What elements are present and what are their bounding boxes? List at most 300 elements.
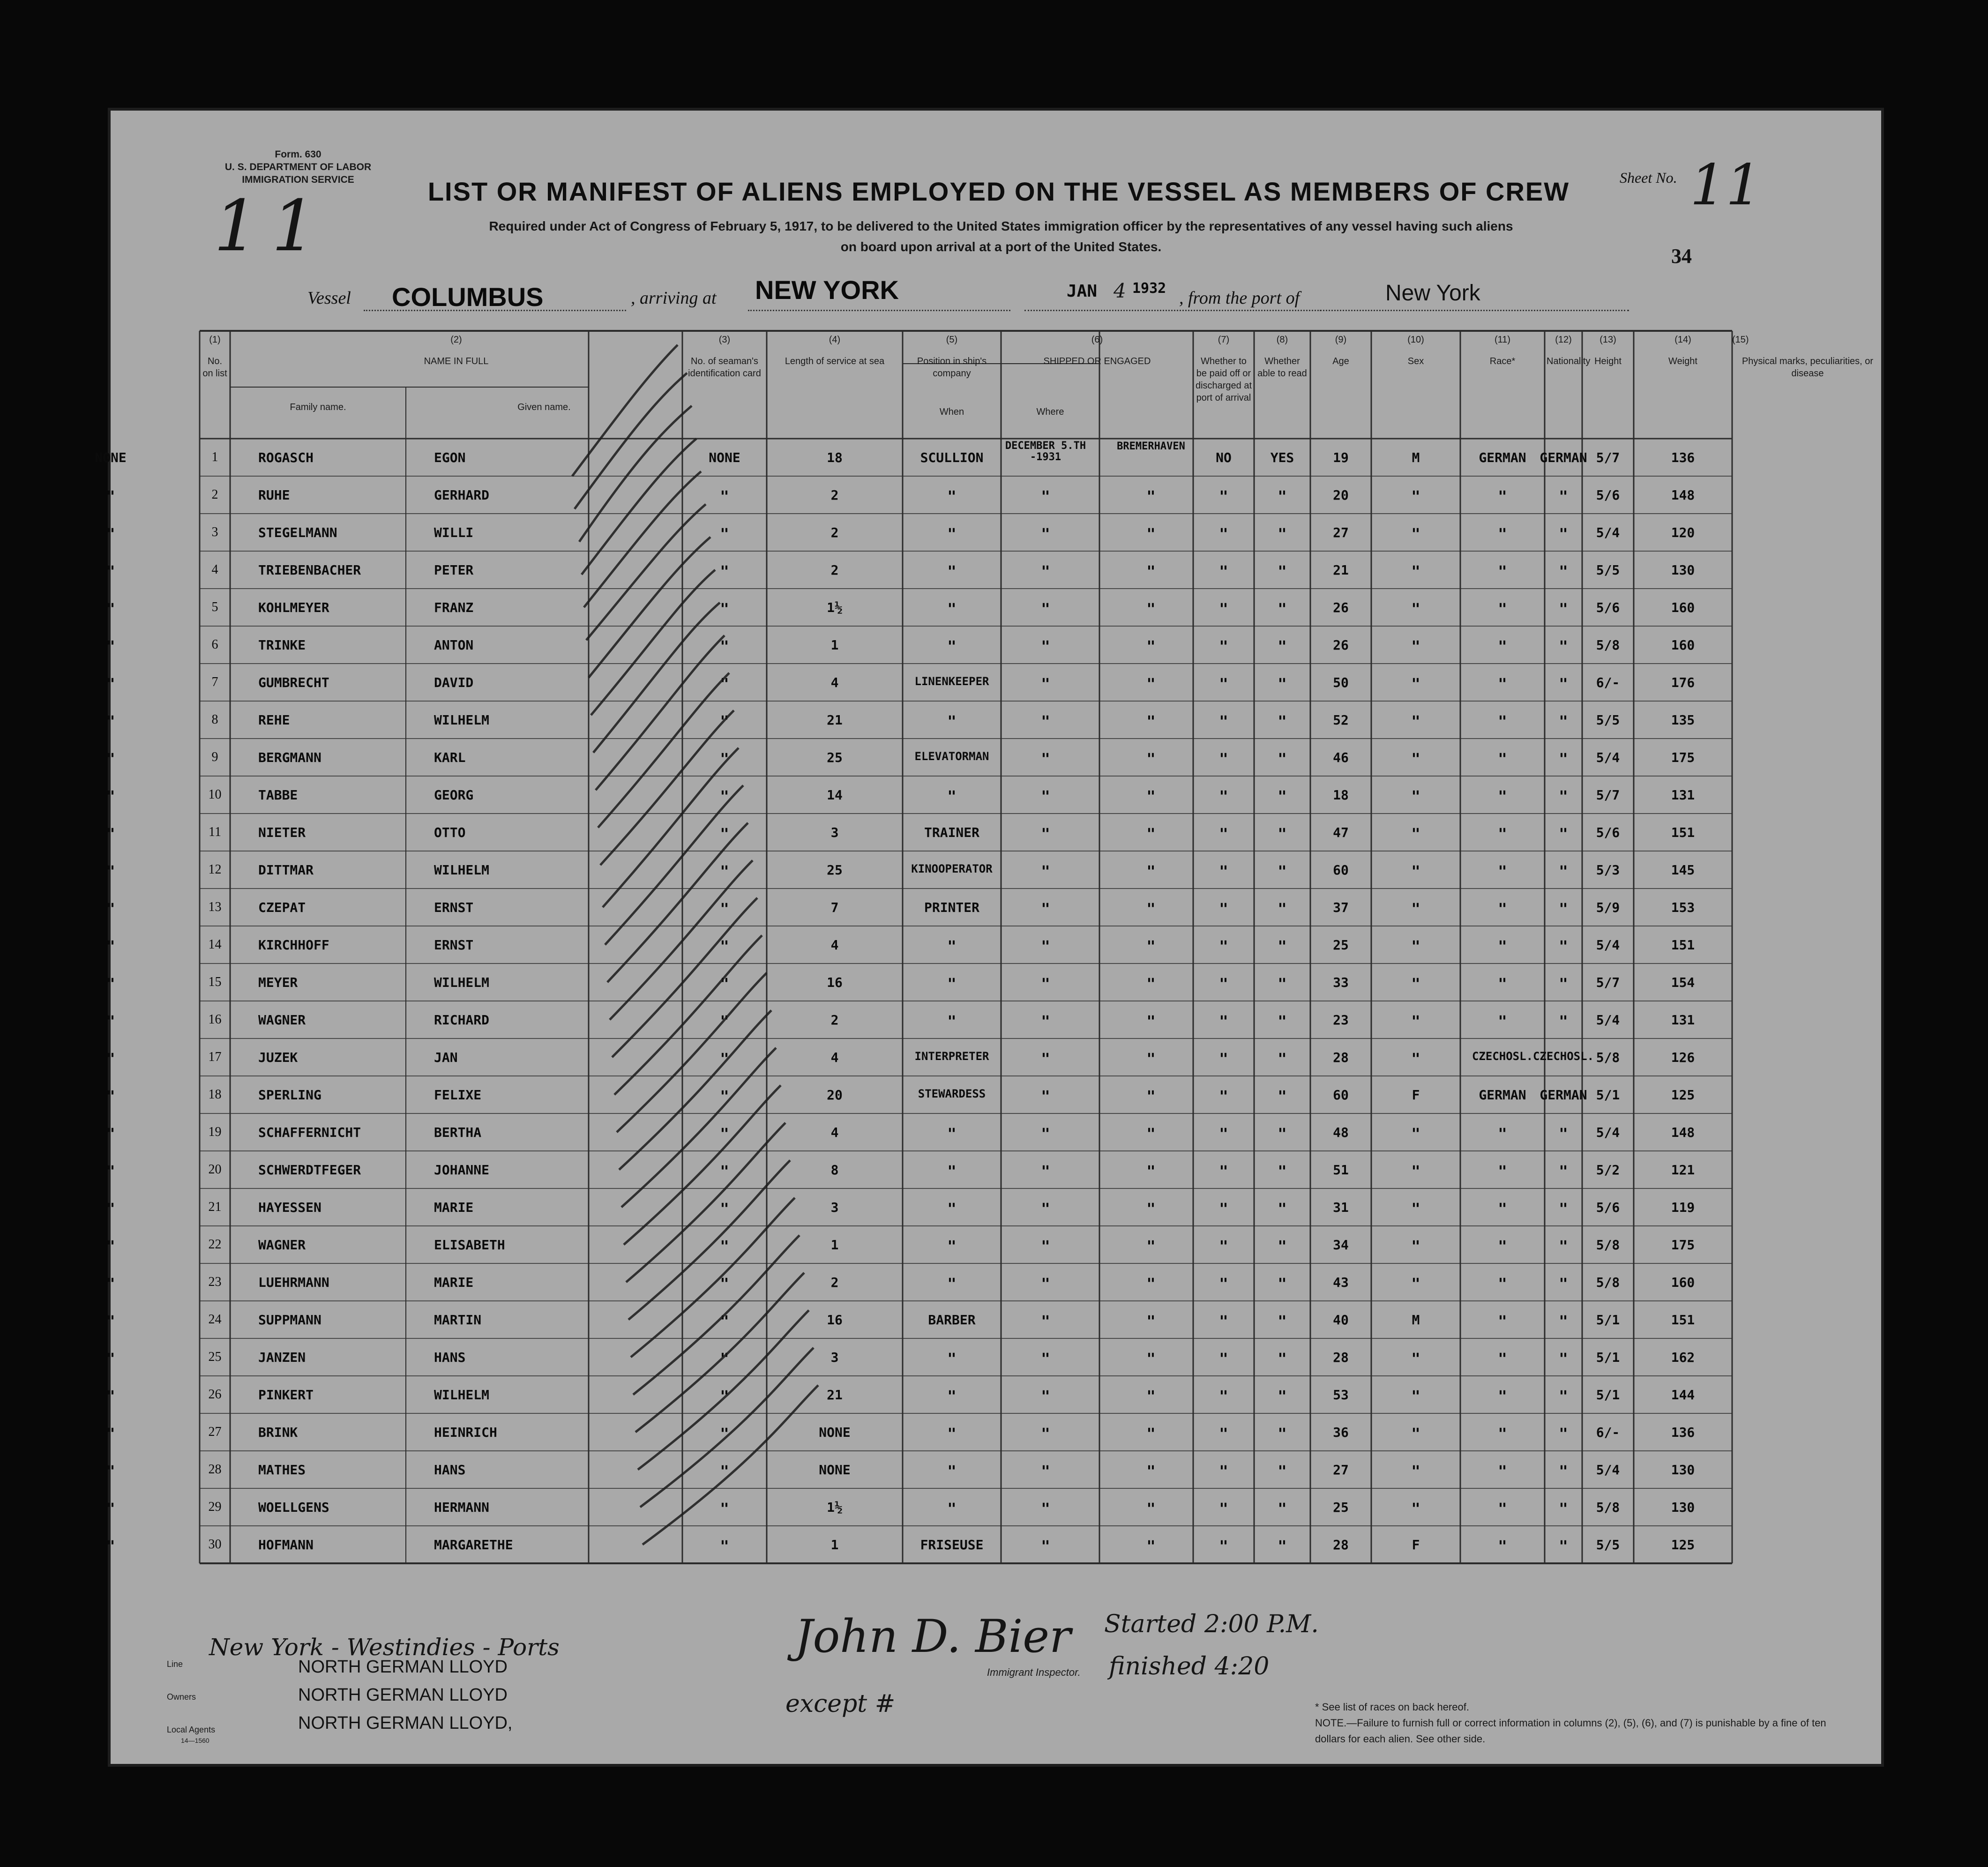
- height: 5/4: [1596, 525, 1620, 540]
- height: 5/8: [1596, 637, 1620, 653]
- column-number: (3): [718, 335, 731, 345]
- race: ": [1498, 937, 1507, 955]
- check-stroke: [621, 1048, 776, 1207]
- id-card: ": [720, 937, 729, 955]
- position: ": [947, 937, 957, 955]
- service-length: 8: [830, 1162, 839, 1178]
- sex: ": [1411, 1462, 1420, 1480]
- check-stroke: [624, 1085, 781, 1245]
- column-header: SHIPPED OR ENGAGED: [1043, 356, 1151, 366]
- column-header: No. on list: [202, 356, 227, 379]
- started-time: Started 2:00 P.M.: [1104, 1610, 1319, 1638]
- paid-off: ": [1219, 787, 1228, 805]
- paid-off: ": [1219, 975, 1228, 993]
- sex: ": [1411, 712, 1420, 730]
- row-number: 21: [208, 1200, 222, 1214]
- shipped-where: ": [1146, 1462, 1156, 1480]
- shipped-where: ": [1146, 862, 1156, 880]
- shipped-where: ": [1146, 787, 1156, 805]
- given-name: HEINRICH: [434, 1425, 497, 1440]
- check-stroke: [617, 973, 767, 1132]
- shipped-where: ": [1146, 525, 1156, 543]
- shipped-where: ": [1146, 1537, 1156, 1555]
- physical-marks: ": [106, 1425, 115, 1442]
- given-name: ERNST: [434, 937, 474, 953]
- service-length: 4: [830, 1050, 839, 1065]
- shipped-where: ": [1146, 1275, 1156, 1292]
- weight: 148: [1671, 487, 1695, 503]
- paid-off: ": [1219, 1012, 1228, 1030]
- position: ": [947, 487, 957, 505]
- check-stroke: [640, 1348, 814, 1507]
- able-to-read: ": [1278, 1350, 1287, 1367]
- family-name: WOELLGENS: [258, 1500, 329, 1515]
- sex: ": [1411, 1200, 1420, 1217]
- position: ": [947, 1500, 957, 1517]
- weight: 131: [1671, 1012, 1695, 1028]
- nationality: ": [1559, 637, 1568, 655]
- service-length: 16: [827, 1312, 843, 1328]
- family-name: SPERLING: [258, 1087, 321, 1103]
- weight: 120: [1671, 525, 1695, 540]
- height: 5/4: [1596, 750, 1620, 765]
- weight: 119: [1671, 1200, 1695, 1215]
- check-stroke: [631, 1198, 795, 1357]
- position: BARBER: [928, 1312, 976, 1328]
- weight: 151: [1671, 825, 1695, 840]
- given-name: WILLI: [434, 525, 474, 540]
- service-length: NONE: [819, 1425, 851, 1440]
- physical-marks: ": [106, 562, 115, 580]
- sex: ": [1411, 562, 1420, 580]
- given-name: WILHELM: [434, 712, 490, 728]
- sex: ": [1411, 975, 1420, 993]
- family-name: PINKERT: [258, 1387, 314, 1403]
- family-name: SCHAFFERNICHT: [258, 1125, 361, 1140]
- shipped-where: ": [1146, 1162, 1156, 1180]
- nationality: ": [1559, 1200, 1568, 1217]
- age: 23: [1333, 1012, 1349, 1028]
- position: ": [947, 1387, 957, 1405]
- service-length: 3: [830, 1200, 839, 1215]
- nationality: ": [1559, 562, 1568, 580]
- age: 36: [1333, 1425, 1349, 1440]
- race: ": [1498, 525, 1507, 543]
- paid-off: ": [1219, 1275, 1228, 1292]
- shipped-when: ": [1041, 1275, 1050, 1292]
- age: 28: [1333, 1050, 1349, 1065]
- age: 52: [1333, 712, 1349, 728]
- weight: 162: [1671, 1350, 1695, 1365]
- column-header: Position in ship's company: [917, 356, 987, 379]
- check-stroke: [607, 823, 748, 982]
- able-to-read: ": [1278, 487, 1287, 505]
- sex: ": [1411, 1125, 1420, 1143]
- family-name: SCHWERDTFEGER: [258, 1162, 361, 1178]
- given-name: MARGARETHE: [434, 1537, 513, 1553]
- column-number: (12): [1555, 335, 1572, 345]
- position: ELEVATORMAN: [914, 750, 989, 763]
- nationality: ": [1559, 1425, 1568, 1442]
- shipped-where: ": [1146, 937, 1156, 955]
- id-card: ": [720, 637, 729, 655]
- nationality: ": [1559, 787, 1568, 805]
- height: 5/6: [1596, 825, 1620, 840]
- family-name: LUEHRMANN: [258, 1275, 329, 1290]
- age: 25: [1333, 1500, 1349, 1515]
- height: 5/8: [1596, 1237, 1620, 1253]
- age: 26: [1333, 600, 1349, 615]
- given-name: WILHELM: [434, 862, 490, 878]
- position: ": [947, 1237, 957, 1255]
- service-length: 2: [830, 487, 839, 503]
- id-card: ": [720, 525, 729, 543]
- service-length: 2: [830, 1012, 839, 1028]
- shipped-when: ": [1041, 1237, 1050, 1255]
- shipped-where: ": [1146, 1050, 1156, 1068]
- able-to-read: ": [1278, 937, 1287, 955]
- height: 5/6: [1596, 600, 1620, 615]
- weight: 176: [1671, 675, 1695, 690]
- weight: 125: [1671, 1087, 1695, 1103]
- column-number: (5): [946, 335, 958, 345]
- row-number: 25: [208, 1350, 222, 1364]
- given-name: OTTO: [434, 825, 466, 840]
- position: ": [947, 637, 957, 655]
- check-stroke: [593, 603, 720, 753]
- paid-off: ": [1219, 1425, 1228, 1442]
- arrival-port: NEW YORK: [755, 275, 899, 305]
- able-to-read: ": [1278, 825, 1287, 843]
- height: 5/3: [1596, 862, 1620, 878]
- physical-marks: ": [106, 1462, 115, 1480]
- paid-off: ": [1219, 900, 1228, 918]
- able-to-read: ": [1278, 1500, 1287, 1517]
- line-printed: NORTH GERMAN LLOYD: [298, 1657, 508, 1677]
- family-name: JANZEN: [258, 1350, 306, 1365]
- service-length: 2: [830, 562, 839, 578]
- column-number: (14): [1674, 335, 1691, 345]
- service-length: 21: [827, 1387, 843, 1403]
- given-name: MARIE: [434, 1200, 474, 1215]
- position: FRISEUSE: [920, 1537, 984, 1553]
- service-length: 1: [830, 637, 839, 653]
- row-number: 5: [211, 600, 218, 614]
- service-length: 1½: [827, 600, 843, 615]
- physical-marks: ": [106, 1350, 115, 1367]
- weight: 130: [1671, 562, 1695, 578]
- physical-marks: ": [106, 862, 115, 880]
- column-header: Nationality: [1547, 356, 1591, 366]
- subtitle-line-2: on board upon arrival at a port of the United States.: [840, 239, 1162, 254]
- physical-marks: ": [106, 712, 115, 730]
- form-number: Form. 630: [275, 149, 321, 160]
- able-to-read: ": [1278, 1125, 1287, 1143]
- given-name: JOHANNE: [434, 1162, 490, 1178]
- sex: ": [1411, 750, 1420, 768]
- shipped-where: ": [1146, 1350, 1156, 1367]
- shipped-where: ": [1146, 712, 1156, 730]
- age: 40: [1333, 1312, 1349, 1328]
- column-subheader: Family name.: [290, 402, 346, 412]
- sex: ": [1411, 862, 1420, 880]
- able-to-read: ": [1278, 1087, 1287, 1105]
- family-name: REHE: [258, 712, 290, 728]
- shipped-when: ": [1041, 637, 1050, 655]
- column-number: (9): [1335, 335, 1347, 345]
- shipped-when: ": [1041, 1500, 1050, 1517]
- race: ": [1498, 1537, 1507, 1555]
- service-length: 4: [830, 1125, 839, 1140]
- height: 5/5: [1596, 1537, 1620, 1553]
- able-to-read: ": [1278, 787, 1287, 805]
- row-number: 26: [208, 1387, 222, 1402]
- shipped-when: ": [1041, 487, 1050, 505]
- check-stroke: [633, 1235, 800, 1395]
- sex: ": [1411, 1350, 1420, 1367]
- family-name: CZEPAT: [258, 900, 306, 915]
- check-stroke: [612, 898, 757, 1057]
- shipped-when: ": [1041, 1012, 1050, 1030]
- age: 33: [1333, 975, 1349, 990]
- position: KINOOPERATOR: [911, 862, 993, 875]
- physical-marks: ": [106, 1275, 115, 1292]
- check-stroke: [603, 748, 739, 907]
- family-name: TRIEBENBACHER: [258, 562, 361, 578]
- given-name: HANS: [434, 1462, 466, 1478]
- column-header: Age: [1332, 356, 1349, 366]
- position: INTERPRETER: [914, 1050, 989, 1063]
- check-stroke: [589, 537, 710, 678]
- nationality: ": [1559, 525, 1568, 543]
- shipped-where: BREMERHAVEN: [1117, 441, 1185, 452]
- shipped-where: ": [1146, 1387, 1156, 1405]
- height: 5/9: [1596, 900, 1620, 915]
- physical-marks: ": [106, 825, 115, 843]
- shipped-where: ": [1146, 1200, 1156, 1217]
- age: 19: [1333, 450, 1349, 465]
- service-length: 7: [830, 900, 839, 915]
- service-length: 18: [827, 450, 843, 465]
- page-title: LIST OR MANIFEST OF ALIENS EMPLOYED ON THE VESSEL AS MEMBERS OF CREW: [427, 177, 1570, 206]
- inspector-title: Immigrant Inspector.: [987, 1666, 1081, 1678]
- shipped-where: ": [1146, 1500, 1156, 1517]
- paid-off: ": [1219, 1162, 1228, 1180]
- paid-off: ": [1219, 1387, 1228, 1405]
- nationality: ": [1559, 1162, 1568, 1180]
- height: 5/6: [1596, 487, 1620, 503]
- check-stroke: [628, 1160, 790, 1320]
- position: ": [947, 525, 957, 543]
- check-stroke: [575, 373, 687, 509]
- family-name: BERGMANN: [258, 750, 321, 765]
- position: ": [947, 1200, 957, 1217]
- height: 5/6: [1596, 1200, 1620, 1215]
- column-header: Height: [1594, 356, 1622, 366]
- owners-value: NORTH GERMAN LLOYD: [298, 1685, 508, 1705]
- paid-off: ": [1219, 862, 1228, 880]
- race: ": [1498, 1462, 1507, 1480]
- sex: ": [1411, 825, 1420, 843]
- paid-off: ": [1219, 487, 1228, 505]
- family-name: MEYER: [258, 975, 298, 990]
- family-name: GUMBRECHT: [258, 675, 329, 690]
- row-number: 15: [208, 975, 222, 989]
- corner-handwritten-mark: 11: [214, 186, 329, 267]
- column-number: (1): [209, 335, 221, 345]
- family-name: DITTMAR: [258, 862, 314, 878]
- paid-off: ": [1219, 750, 1228, 768]
- paid-off: NO: [1216, 450, 1232, 465]
- id-card: ": [720, 787, 729, 805]
- given-name: KARL: [434, 750, 466, 765]
- paid-off: ": [1219, 600, 1228, 618]
- family-name: KOHLMEYER: [258, 600, 329, 615]
- row-number: 13: [208, 900, 222, 914]
- shipped-when: ": [1041, 1537, 1050, 1555]
- weight: 160: [1671, 637, 1695, 653]
- row-number: 10: [208, 787, 222, 802]
- weight: 135: [1671, 712, 1695, 728]
- shipped-when: ": [1041, 600, 1050, 618]
- height: 5/5: [1596, 562, 1620, 578]
- weight: 131: [1671, 787, 1695, 803]
- paid-off: ": [1219, 937, 1228, 955]
- able-to-read: YES: [1270, 450, 1294, 465]
- id-card: ": [720, 1237, 729, 1255]
- position: ": [947, 975, 957, 993]
- able-to-read: ": [1278, 637, 1287, 655]
- row-number: 17: [208, 1050, 222, 1064]
- sex: ": [1411, 1500, 1420, 1517]
- sex: ": [1411, 487, 1420, 505]
- shipped-where: ": [1146, 675, 1156, 693]
- given-name: MARTIN: [434, 1312, 482, 1328]
- owners-label: Owners: [167, 1692, 196, 1702]
- age: 25: [1333, 937, 1349, 953]
- service-length: 25: [827, 750, 843, 765]
- weight: 151: [1671, 937, 1695, 953]
- race: ": [1498, 712, 1507, 730]
- family-name: STEGELMANN: [258, 525, 337, 540]
- weight: 151: [1671, 1312, 1695, 1328]
- row-number: 24: [208, 1312, 222, 1327]
- vessel-label: Vessel: [307, 288, 351, 308]
- column-number: (7): [1218, 335, 1230, 345]
- able-to-read: ": [1278, 975, 1287, 993]
- paid-off: ": [1219, 1050, 1228, 1068]
- nationality: GERMAN: [1540, 1087, 1587, 1103]
- height: 5/7: [1596, 787, 1620, 803]
- nationality: ": [1559, 1350, 1568, 1367]
- paid-off: ": [1219, 1125, 1228, 1143]
- family-name: TRINKE: [258, 637, 306, 653]
- age: 26: [1333, 637, 1349, 653]
- physical-marks: ": [106, 637, 115, 655]
- family-name: RUHE: [258, 487, 290, 503]
- position: LINENKEEPER: [914, 675, 989, 688]
- position: ": [947, 712, 957, 730]
- paid-off: ": [1219, 1200, 1228, 1217]
- given-name: WILHELM: [434, 1387, 490, 1403]
- sex: ": [1411, 900, 1420, 918]
- row-number: 23: [208, 1275, 222, 1289]
- paid-off: ": [1219, 562, 1228, 580]
- paid-off: ": [1219, 525, 1228, 543]
- position: STEWARDESS: [918, 1087, 986, 1100]
- height: 6/-: [1596, 1425, 1620, 1440]
- race: GERMAN: [1479, 1087, 1526, 1103]
- given-name: DAVID: [434, 675, 474, 690]
- paid-off: ": [1219, 1312, 1228, 1330]
- given-name: GEORG: [434, 787, 474, 803]
- height: 5/1: [1596, 1387, 1620, 1403]
- shipped-where: ": [1146, 750, 1156, 768]
- family-name: HAYESSEN: [258, 1200, 321, 1215]
- agents-value: NORTH GERMAN LLOYD,: [298, 1713, 513, 1733]
- weight: 160: [1671, 600, 1695, 615]
- service-length: 1: [830, 1237, 839, 1253]
- position: ": [947, 600, 957, 618]
- check-stroke: [598, 673, 729, 828]
- id-card: ": [720, 975, 729, 993]
- age: 34: [1333, 1237, 1349, 1253]
- id-card: ": [720, 1200, 729, 1217]
- nationality: ": [1559, 1275, 1568, 1292]
- shipped-where: ": [1146, 1125, 1156, 1143]
- id-card: ": [720, 1500, 729, 1517]
- column-header: Whether able to read: [1257, 356, 1307, 379]
- shipped-where: ": [1146, 1237, 1156, 1255]
- row-number: 8: [211, 712, 218, 727]
- row-number: 12: [208, 862, 222, 877]
- service-length: 25: [827, 862, 843, 878]
- able-to-read: ": [1278, 1537, 1287, 1555]
- row-number: 22: [208, 1237, 222, 1252]
- shipped-when: ": [1041, 750, 1050, 768]
- row-number: 29: [208, 1500, 222, 1514]
- check-stroke: [584, 471, 701, 607]
- row-number: 1: [211, 450, 218, 464]
- age: 37: [1333, 900, 1349, 915]
- id-card: ": [720, 900, 729, 918]
- shipped-when: ": [1041, 1050, 1050, 1068]
- shipped-when: ": [1041, 1312, 1050, 1330]
- shipped-when: ": [1041, 1200, 1050, 1217]
- service-name: IMMIGRATION SERVICE: [242, 174, 354, 185]
- id-card: ": [720, 1275, 729, 1292]
- footnote-penalty: NOTE.—Failure to furnish full or correct information in columns (2), (5), (6), and (7) is punishable by a fine of ten dollars for each alien. See other side.: [1315, 1717, 1826, 1745]
- age: 60: [1333, 1087, 1349, 1103]
- given-name: PETER: [434, 562, 474, 578]
- weight: 130: [1671, 1462, 1695, 1478]
- paid-off: ": [1219, 825, 1228, 843]
- age: 20: [1333, 487, 1349, 503]
- shipped-where: ": [1146, 487, 1156, 505]
- height: 5/4: [1596, 1012, 1620, 1028]
- weight: 130: [1671, 1500, 1695, 1515]
- family-name: ROGASCH: [258, 450, 314, 465]
- column-header: NAME IN FULL: [424, 356, 489, 366]
- from-port: New York: [1385, 281, 1480, 306]
- arrival-day: 4: [1114, 279, 1126, 302]
- row-number: 2: [211, 487, 218, 502]
- row-number: 9: [211, 750, 218, 764]
- footnote-block: [1315, 1699, 1854, 1747]
- age: 47: [1333, 825, 1349, 840]
- family-name: NIETER: [258, 825, 306, 840]
- id-card: ": [720, 1012, 729, 1030]
